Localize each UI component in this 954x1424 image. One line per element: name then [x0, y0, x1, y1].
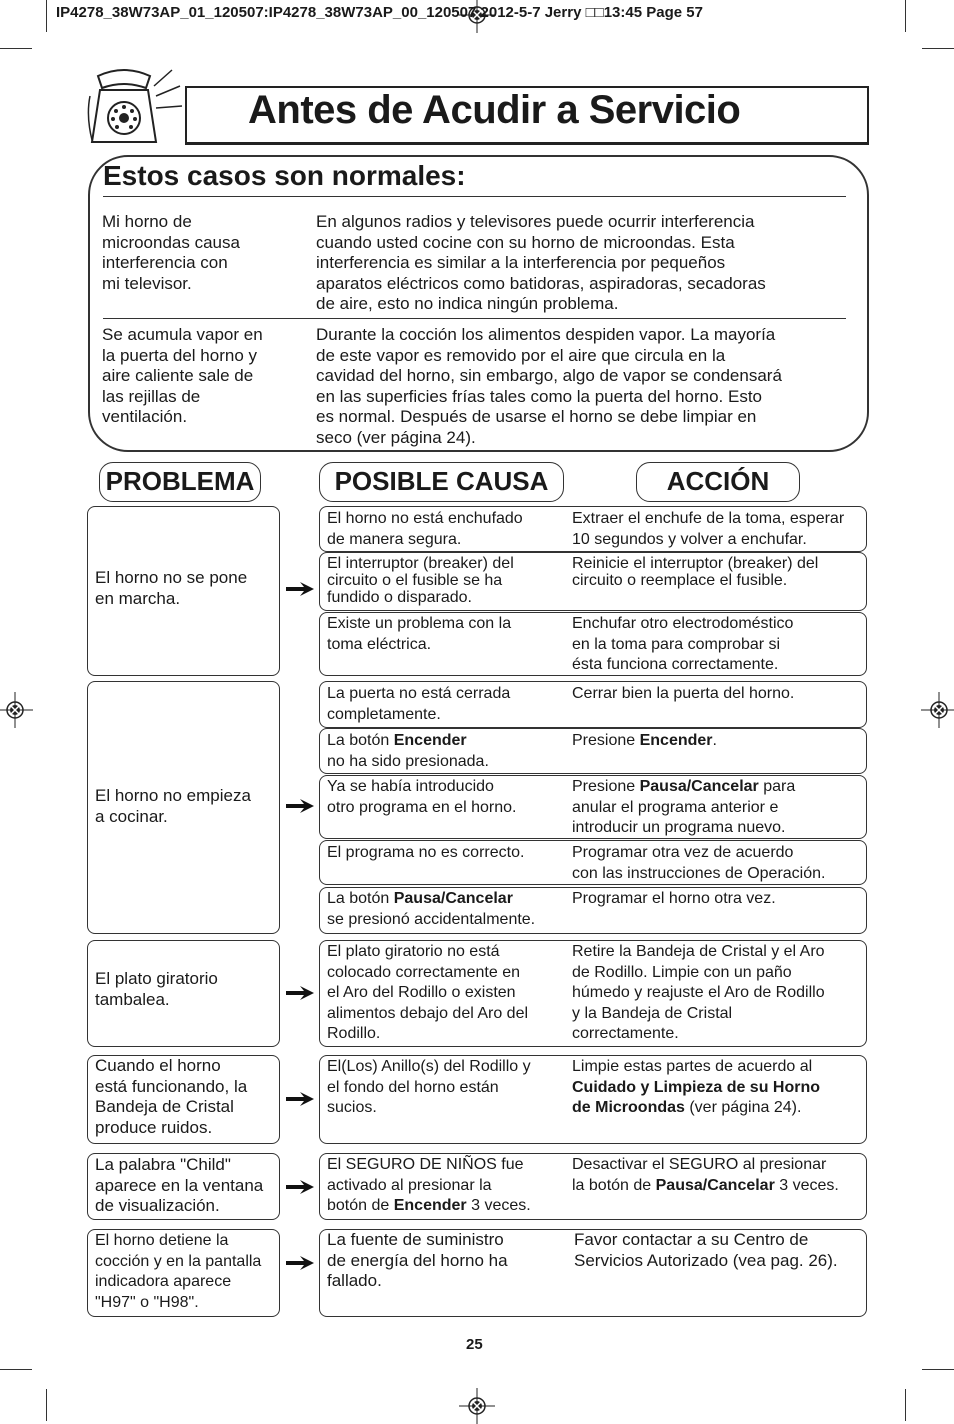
- cause-text: La puerta no está cerrada completamente.: [327, 685, 511, 723]
- action-text: Favor contactar a su Centro de Servicios Autorizado (vea pag. 26).: [574, 1230, 838, 1270]
- problem-text: El plato giratorio tambalea.: [95, 969, 218, 1009]
- crop-mark: [905, 0, 906, 32]
- normal-answer: Durante la cocción los alimentos despiden vapor. La mayoría de este vapor es removido por el aire que circula en la cavidad del horno, sin embargo, algo de vapor se condensará en las superficies frías tales como la puerta del horno. Esto es normal. Después de usarse el horno se debe limpiar en seco (ver página 24).: [316, 325, 782, 447]
- action-button-name: Encender: [639, 732, 713, 749]
- cause-text-part: La botón: [327, 732, 394, 749]
- arrow-right-icon: [286, 582, 314, 596]
- normal-answer: En algunos radios y televisores puede ocurrir interferencia cuando usted cocine con su horno de microondas. Esta interferencia es similar a la interferencia por pequeños aparatos eléctricos como batidoras, aspiradoras, secadoras de aire, esto no indica ningún problema.: [316, 212, 766, 313]
- action-reference: Cuidado y Limpieza de su Horno de Microondas: [572, 1078, 821, 1116]
- action-text-part: Desactivar el SEGURO al presionar la botón de: [572, 1156, 827, 1194]
- action-text: Retire la Bandeja de Cristal y el Aro de Rodillo. Limpie con un paño húmedo y reajuste el Aro de Rodillo y la Bandeja de Cristal correctamente.: [572, 943, 825, 1042]
- action-text-part: .: [712, 732, 717, 749]
- action-button-name: Pausa/Cancelar: [655, 1176, 775, 1194]
- action-text: Programar el horno otra vez.: [572, 890, 776, 907]
- cause-text-part: se presionó accidentalmente.: [327, 910, 536, 928]
- action-text: [572, 1057, 820, 1119]
- cause-text: [327, 1155, 531, 1217]
- action-text-part: Presione: [572, 732, 640, 749]
- action-text-part: Presione: [572, 778, 640, 795]
- cause-text-part: no ha sido presionada.: [327, 752, 489, 770]
- cause-text-part: La botón: [327, 890, 394, 907]
- problem-text: El horno no se pone en marcha.: [95, 568, 248, 608]
- problem-text: La palabra "Child" aparece en la ventana de visualización.: [95, 1155, 264, 1215]
- action-text: [572, 1155, 839, 1196]
- registration-mark-icon: [921, 692, 954, 728]
- crop-mark: [922, 48, 954, 49]
- action-text: Cerrar bien la puerta del horno.: [572, 685, 795, 702]
- action-text-part: para anular el programa anterior e introducir un programa nuevo.: [572, 778, 796, 836]
- action-text: Reinicie el interruptor (breaker) del circuito o reemplace el fusible.: [572, 555, 819, 589]
- action-text: Extraer el enchufe de la toma, esperar 10 segundos y volver a enchufar.: [572, 510, 845, 548]
- cause-text: Ya se había introducido otro programa en el horno.: [327, 778, 517, 816]
- arrow-right-icon: [286, 1256, 314, 1270]
- normal-problem: Se acumula vapor en la puerta del horno y aire caliente sale de las rejillas de ventilación.: [102, 325, 263, 426]
- cause-text: [327, 889, 535, 930]
- cause-button-name: Pausa/Cancelar: [393, 890, 513, 907]
- crop-mark: [905, 1389, 906, 1421]
- action-text: Enchufar otro electrodoméstico en la toma para comprobar si ésta funciona correctamente.: [572, 615, 794, 673]
- cause-text: El plato giratorio no está colocado correctamente en el Aro del Rodillo o existen alimentos debajo del Aro del Rodillo.: [327, 943, 529, 1042]
- cause-text: El horno no está enchufado de manera segura.: [327, 510, 523, 548]
- cause-text: El(Los) Anillo(s) del Rodillo y el fondo del horno están sucios.: [327, 1058, 531, 1116]
- registration-mark-icon: [0, 692, 33, 728]
- action-text-part: 3 veces.: [774, 1176, 839, 1194]
- action-text: Programar otra vez de acuerdo con las instrucciones de Operación.: [572, 844, 826, 882]
- problem-text: El horno detiene la cocción y en la pantalla indicadora aparece "H97" o "H98".: [95, 1232, 262, 1311]
- column-header-accion: ACCIÓN: [636, 462, 800, 502]
- crop-mark: [0, 1369, 32, 1370]
- cause-text: Existe un problema con la toma eléctrica.: [327, 615, 512, 653]
- crop-mark: [46, 1389, 47, 1421]
- divider: [103, 196, 846, 197]
- problem-text: Cuando el horno está funcionando, la Bandeja de Cristal produce ruidos.: [95, 1056, 248, 1137]
- arrow-right-icon: [286, 986, 314, 1000]
- divider: [103, 318, 846, 319]
- crop-mark: [0, 48, 32, 49]
- action-button-name: Pausa/Cancelar: [639, 778, 759, 795]
- cause-text: [327, 731, 489, 772]
- page-number: 25: [466, 1336, 483, 1353]
- arrow-right-icon: [286, 1180, 314, 1194]
- column-header-problema: PROBLEMA: [99, 462, 261, 502]
- registration-mark-icon: [459, 1388, 495, 1424]
- crop-mark: [922, 1369, 954, 1370]
- crop-mark: [46, 0, 47, 32]
- action-text-part: Limpie estas partes de acuerdo al: [572, 1058, 813, 1075]
- cause-button-name: Encender: [393, 1197, 467, 1214]
- normal-problem: Mi horno de microondas causa interferencia con mi televisor.: [102, 212, 240, 293]
- cause-text-part: 3 veces.: [466, 1197, 531, 1214]
- cause-text: El interruptor (breaker) del circuito o el fusible se ha fundido o disparado.: [327, 555, 514, 606]
- arrow-right-icon: [286, 799, 314, 813]
- cause-text: La fuente de suministro de energía del horno ha fallado.: [327, 1230, 508, 1290]
- action-text: [572, 777, 795, 839]
- problem-text: El horno no empieza a cocinar.: [95, 786, 251, 826]
- action-text: [572, 731, 717, 752]
- action-text-part: (ver página 24).: [684, 1099, 802, 1116]
- normal-cases-heading: Estos casos son normales:: [103, 160, 466, 191]
- telephone-icon: [84, 66, 184, 150]
- print-header: IP4278_38W73AP_01_120507:IP4278_38W73AP_00_120507 2012-5-7 Jerry □□13:45 Page 57: [56, 4, 703, 21]
- column-header-causa: POSIBLE CAUSA: [319, 462, 564, 502]
- arrow-right-icon: [286, 1092, 314, 1106]
- cause-text: El programa no es correcto.: [327, 844, 525, 861]
- cause-text-part: El SEGURO DE NIÑOS fue activado al presionar la botón de: [327, 1156, 524, 1214]
- cause-button-name: Encender: [393, 732, 467, 749]
- page-title: Antes de Acudir a Servicio: [248, 88, 741, 132]
